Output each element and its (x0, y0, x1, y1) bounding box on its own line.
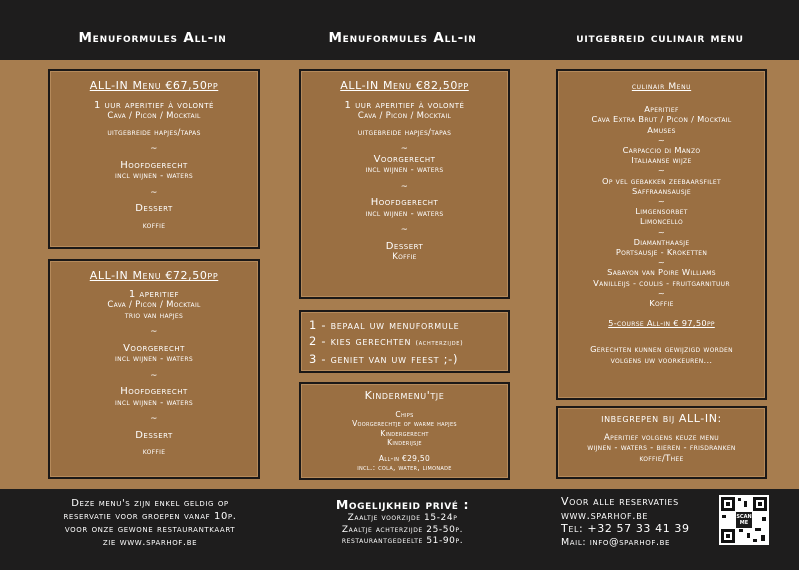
kids-line: Chips (395, 409, 414, 419)
culinair-note: Gerechten kunnen gewijzigd worden (590, 344, 733, 355)
included-line: wijnen - waters - bieren - frisdranken (587, 443, 736, 453)
culinair-note: volgens uw voorkeuren... (610, 354, 713, 365)
culinair-title: culinair Menu (631, 82, 692, 92)
footer-email-link[interactable]: Mail: info@sparhof.be (561, 536, 671, 548)
culinair-line: Portsausje - Kroketten (615, 247, 708, 258)
footer-mid (300, 497, 505, 548)
footer-right-line: Voor alle reservaties (561, 495, 679, 508)
footer-left-line: zie www.sparhof.be (102, 537, 198, 548)
col2-title: Menuformules All-in (328, 30, 477, 46)
culinair-price: 5-course All-in € 97,50pp (608, 318, 715, 329)
kids-incl: incl.: cola, water, limonade (357, 463, 452, 472)
menu-82-title: ALL-IN Menu €82,50pp (340, 79, 469, 92)
culinair-line: Italiaanse wijze (631, 155, 692, 166)
kids-line: Kinderijsje (387, 438, 422, 447)
footer-mid-line: Zaaltje voorzijde 15-24p (347, 513, 458, 523)
culinair-line: ~ (657, 226, 666, 237)
menu-line: Dessert (135, 429, 173, 441)
menu-line: ~ (150, 144, 158, 154)
menu-line: Dessert (385, 240, 424, 252)
step-1: 1 - bepaal uw menuformule (309, 318, 460, 332)
menu-line: ~ (400, 144, 409, 154)
menu-line: Cava / Picon / Mocktail (357, 111, 452, 121)
menu-line: ~ (150, 187, 158, 198)
step-3: 3 - geniet van uw feest ;-) (309, 352, 459, 366)
menu-line: Koffie (392, 252, 417, 262)
footer-left-line: reservatie voor groepen vanaf 10p. (63, 511, 237, 522)
culinair-line: Limoncello (640, 216, 683, 227)
menu-line: Voorgerecht (373, 153, 436, 165)
menu-line: incl wijnen - waters (365, 208, 444, 219)
culinair-line: ~ (657, 196, 666, 207)
culinair-box (556, 69, 767, 400)
included-box (556, 406, 767, 479)
qr-code[interactable] (719, 495, 769, 545)
footer-mid-title: Mogelijkheid privé : (335, 497, 470, 512)
culinair-line: Koffie (649, 298, 674, 309)
culinair-line: ~ (657, 257, 666, 268)
menu-line: Voorgerecht (123, 342, 185, 354)
footer-phone[interactable]: Tel: +32 57 33 41 39 (561, 522, 690, 535)
menu-line: ~ (150, 327, 158, 337)
culinair-line: Vanilleijs - coulis - fruitgarnituur (593, 277, 730, 288)
menu-line: 1 aperitief (128, 288, 180, 300)
included-line: koffie/Thee (639, 453, 684, 464)
culinair-line: ~ (657, 134, 666, 145)
col1-title: Menuformules All-in (78, 30, 227, 46)
menu-line: ~ (150, 370, 158, 381)
menu-line: trio van hapjes (124, 310, 184, 321)
menu-72-box (48, 259, 260, 479)
included-line: Aperitief volgens keuze menu (604, 432, 719, 443)
menu-line: Dessert (135, 203, 173, 214)
menu-line: Cava / Picon / Mocktail (107, 300, 201, 310)
menu-line: ~ (150, 414, 158, 424)
menu-line: Hoofdgerecht (120, 386, 188, 397)
culinair-line: Aperitief (644, 104, 679, 115)
included-title: inbegrepen bij ALL-IN: (601, 412, 722, 425)
menu-line: Hoofdgerecht (120, 159, 188, 171)
col3-title: uitgebreid culinair menu (576, 30, 744, 46)
culinair-line: Sabayon van Poire Williams (607, 267, 716, 278)
menu-line: koffie (142, 220, 166, 231)
menu-67-box (48, 69, 260, 249)
menu-line: Hoofdgerecht (370, 197, 439, 208)
culinair-line: Limgensorbet (635, 206, 688, 217)
culinair-line: ~ (657, 165, 666, 176)
menu-line: 1 uur aperitief à volonté (94, 99, 214, 111)
menu-line: incl wijnen - waters (365, 165, 444, 175)
culinair-line: Cava Extra Brut / Picon / Mocktail (591, 114, 732, 125)
step-2-note: (achterzijde) (415, 339, 464, 347)
menu-line: ~ (400, 181, 409, 192)
menu-line: 1 uur aperitief à volonté (344, 99, 465, 111)
culinair-line: ~ (657, 287, 666, 298)
kids-box (299, 382, 510, 480)
footer-right (561, 495, 716, 549)
menu-line: incl wijnen - waters (115, 171, 193, 181)
menu-line: uitgebreide hapjes/tapas (357, 127, 452, 138)
kids-line: Kindergerecht (380, 428, 429, 438)
menu-82-box (299, 69, 510, 299)
footer-left-line: voor onze gewone restaurantkaart (64, 524, 236, 535)
culinair-line: Saffraansausje (631, 185, 692, 196)
menu-line: Cava / Picon / Mocktail (107, 111, 201, 121)
footer-website-link[interactable]: www.sparhof.be (561, 508, 649, 522)
culinair-line: Carpaccio di Manzo (622, 145, 701, 156)
step-2 (309, 333, 508, 351)
menu-line: ~ (400, 225, 409, 235)
footer-mid-line: Zaaltje achterzijde 25-50p. (341, 524, 464, 535)
kids-line: Voorgerechtje of warme hapjes (352, 419, 457, 428)
culinair-line: Amuses (647, 124, 676, 135)
menu-line: koffie (142, 447, 166, 457)
steps-box (299, 310, 510, 373)
menu-67-title: ALL-IN Menu €67,50pp (89, 79, 219, 92)
culinair-line: Op vel gebakken zeebaarsfilet (602, 175, 721, 186)
footer-left (15, 497, 285, 549)
culinair-line: Diamanthaasje (633, 236, 690, 247)
step-2-label: 2 - kies gerechten (309, 334, 412, 348)
qr-label: SCAN ME (736, 514, 752, 526)
menu-line: uitgebreide hapjes/tapas (107, 127, 201, 138)
menu-line: incl wijnen - waters (115, 397, 193, 408)
footer-mid-line: restaurantgedeelte 51-90p. (341, 536, 464, 546)
footer-left-line: Deze menu's zijn enkel geldig op (71, 498, 229, 509)
menu-72-title: ALL-IN Menu €72,50pp (89, 269, 219, 282)
kids-title: Kindermenu'tje (364, 389, 445, 402)
kids-price: All-in €29,50 (378, 453, 431, 463)
menu-line: incl wijnen - waters (115, 354, 193, 364)
